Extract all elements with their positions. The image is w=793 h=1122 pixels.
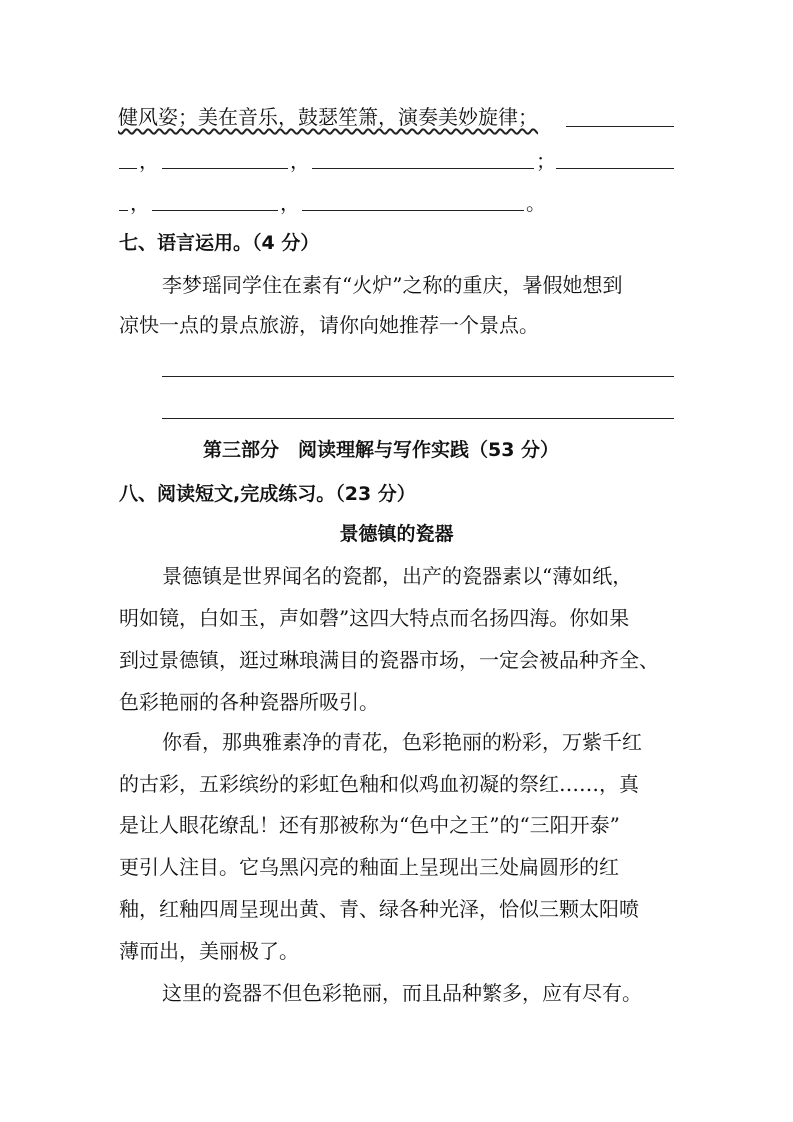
period-mark: 。 bbox=[526, 191, 546, 215]
article-line: 是让人眼花缭乱！还有那被称为“色中之王”的“三阳开泰” bbox=[119, 813, 620, 837]
article-line: 色彩艳丽的各种瓷器所吸引。 bbox=[119, 690, 379, 714]
article-line: 这里的瓷器不但色彩艳丽，而且品种繁多，应有尽有。 bbox=[162, 981, 642, 1005]
article-line: 景德镇是世界闻名的瓷都，出产的瓷器素以“薄如纸， bbox=[162, 564, 633, 588]
semicolon-mark: ； bbox=[536, 149, 556, 173]
answer-blank[interactable] bbox=[119, 210, 128, 211]
article-line: 的古彩，五彩缤纷的彩虹色釉和似鸡血初凝的祭红……，真 bbox=[119, 772, 639, 796]
section-7-heading: 七、语言运用。（4 分） bbox=[119, 232, 320, 254]
comma-mark: ， bbox=[290, 149, 310, 173]
answer-blank[interactable] bbox=[162, 168, 288, 169]
answer-line[interactable] bbox=[162, 376, 674, 377]
article-line: 你看，那典雅素净的青花，色彩艳丽的粉彩，万紫千红 bbox=[162, 730, 642, 754]
answer-line[interactable] bbox=[162, 418, 674, 419]
section-7-paragraph-line: 李梦瑶同学住在素有“火炉”之称的重庆，暑假她想到 bbox=[162, 273, 623, 297]
article-title: 景德镇的瓷器 bbox=[339, 523, 454, 545]
article-line: 明如镜，白如玉，声如磬”这四大特点而名扬四海。你如果 bbox=[119, 606, 630, 630]
section-7-paragraph-line: 凉快一点的景点旅游，请你向她推荐一个景点。 bbox=[119, 313, 539, 337]
comma-mark: ， bbox=[130, 191, 150, 215]
article-line: 更引人注目。它乌黑闪亮的釉面上呈现出三处扁圆形的红 bbox=[119, 855, 619, 879]
part-3-heading: 第三部分 阅读理解与写作实践（53 分） bbox=[203, 439, 560, 461]
poetic-sentence-text: 健风姿；美在音乐，鼓瑟笙箫，演奏美妙旋律； bbox=[118, 105, 538, 129]
answer-blank[interactable] bbox=[152, 210, 278, 211]
article-line: 釉，红釉四周呈现出黄、青、绿各种光泽，恰似三颗太阳喷 bbox=[119, 897, 639, 921]
section-8-heading: 八、阅读短文,完成练习。（23 分） bbox=[119, 483, 416, 505]
answer-blank[interactable] bbox=[302, 210, 524, 211]
comma-mark: ， bbox=[280, 191, 300, 215]
comma-mark: ， bbox=[139, 149, 159, 173]
answer-blank[interactable] bbox=[556, 168, 674, 169]
article-line: 到过景德镇，逛过琳琅满目的瓷器市场，一定会被品种齐全、 bbox=[119, 648, 659, 672]
article-line: 薄而出，美丽极了。 bbox=[119, 939, 299, 963]
answer-blank[interactable] bbox=[312, 168, 534, 169]
fill-in-line-1 bbox=[118, 102, 558, 132]
answer-blank[interactable] bbox=[566, 126, 674, 127]
answer-blank[interactable] bbox=[119, 168, 137, 169]
